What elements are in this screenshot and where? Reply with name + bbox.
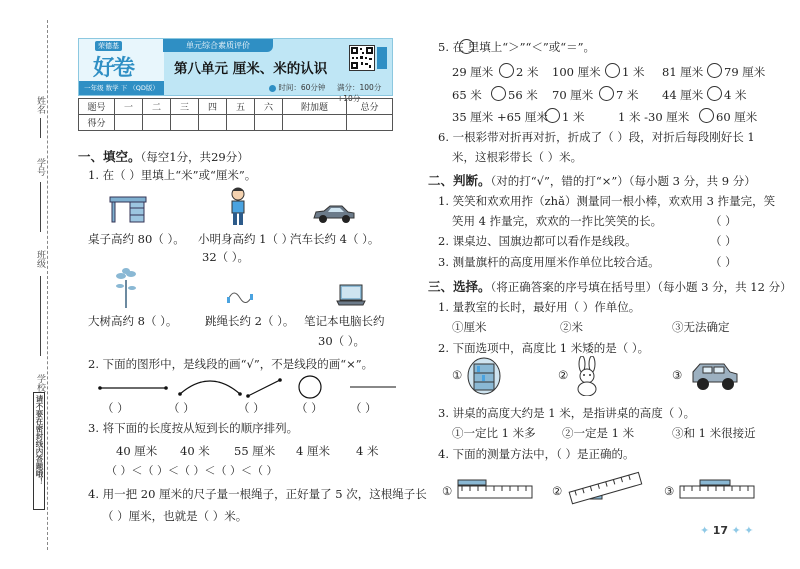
choice-4-option[interactable]: ③ <box>664 484 675 498</box>
car-icon <box>312 204 356 228</box>
choice-4-option[interactable]: ② <box>552 484 563 498</box>
section-3-title <box>428 277 792 295</box>
q5-right: 79 厘米 <box>724 65 766 79</box>
class-line <box>40 276 41 356</box>
section-3-sub: （将正确答案的序号填在括号里）（每小题 3 分，共 12 分） <box>490 280 792 294</box>
score-label: 满分：100分+10分 <box>337 83 382 103</box>
score-header-cell: 三 <box>171 99 199 115</box>
rabbit-icon <box>572 356 602 400</box>
judge-3-blank[interactable]: （ ） <box>710 255 737 269</box>
seal-line <box>47 20 48 550</box>
q2-blank-5[interactable]: （ ） <box>350 401 377 415</box>
section-3-heading: 三、选择。 <box>428 279 491 294</box>
q1-item-car: 汽车长约 4（ ）。 <box>290 232 380 246</box>
judge-1-line2: 笑用 4 拃量完，欢欢的一拃比笑笑的长。 <box>452 214 663 228</box>
section-2-heading: 二、判断。 <box>428 173 491 188</box>
eval-tag: 单元综合素质评价 <box>163 39 273 52</box>
q1-stem: 1. 在（ ）里填上“米”或“厘米”。 <box>88 168 257 182</box>
warning-text: 请不要在密封线内答题哦！ <box>35 395 44 485</box>
circle-figure <box>299 376 321 398</box>
qr-code-icon <box>349 45 375 71</box>
choice-2-option[interactable]: ① <box>452 368 463 382</box>
choice-2-option[interactable]: ③ <box>672 368 683 382</box>
clock-icon <box>269 85 276 92</box>
q2-blank-4[interactable]: （ ） <box>296 401 323 415</box>
q5-right: 56 米 <box>508 88 538 102</box>
q5-left: 65 米 <box>452 88 482 102</box>
score-header-cell: 四 <box>199 99 227 115</box>
choice-4-option[interactable]: ① <box>442 484 453 498</box>
time-label <box>269 82 325 93</box>
score-header-cell: 五 <box>227 99 255 115</box>
boy-icon <box>228 187 248 231</box>
q5-left: 1 米 -30 厘米 <box>618 110 690 124</box>
judge-1-blank[interactable]: （ ） <box>710 214 737 228</box>
judge-2: 2. 课桌边、国旗边都可以看作是线段。 <box>438 234 637 248</box>
q2-stem: 2. 下面的图形中，是线段的画“√”，不是线段的画“×”。 <box>88 357 374 371</box>
choice-1-stem: 1. 量教室的长时，最好用（ ）作单位。 <box>438 300 641 314</box>
q5-left: 35 厘米 +65 厘米 <box>452 110 548 124</box>
page-number-area <box>700 524 753 537</box>
time-text: 时间：60分钟 <box>278 83 326 92</box>
offset-ruler-icon <box>678 476 756 506</box>
score-cell[interactable] <box>115 115 143 131</box>
q5-circle[interactable] <box>699 108 714 123</box>
warning-box <box>33 392 45 510</box>
q2-blank-1[interactable]: （ ） <box>102 401 129 415</box>
q5-example-circle <box>459 39 474 54</box>
q5-circle[interactable] <box>707 86 722 101</box>
q5-circle[interactable] <box>545 108 560 123</box>
q5-circle[interactable] <box>499 63 514 78</box>
score-header-row <box>79 99 393 115</box>
q5-left: 29 厘米 <box>452 65 494 79</box>
number-line <box>40 182 41 232</box>
segment-figure <box>98 386 168 390</box>
q3-stem: 3. 将下面的长度按从短到长的顺序排列。 <box>88 421 299 435</box>
q2-blank-3[interactable]: （ ） <box>238 401 265 415</box>
page-number: 17 <box>712 524 729 537</box>
brand-small: 荣德基 <box>95 41 122 51</box>
section-1-title <box>78 147 249 165</box>
q5-right: 1 米 <box>562 110 585 124</box>
q1-item-desk: 桌子高约 80（ ）。 <box>88 232 185 246</box>
score-cell[interactable] <box>346 115 392 131</box>
q5-circle[interactable] <box>605 63 620 78</box>
ruler-measure-icon <box>456 476 534 506</box>
q5-right: 7 米 <box>616 88 639 102</box>
score-header-cell: 六 <box>255 99 283 115</box>
section-1-heading: 一、填空。 <box>78 149 141 164</box>
section-2-title <box>428 171 756 189</box>
q6-line2: 米，这根彩带长（ ）米。 <box>452 150 583 164</box>
q3-value: 40 米 <box>180 444 210 458</box>
choice-4-stem: 4. 下面的测量方法中，（ ）是正确的。 <box>438 447 635 461</box>
q5-left: 44 厘米 <box>662 88 704 102</box>
score-header-cell: 题号 <box>79 99 115 115</box>
arc-figure <box>178 381 242 396</box>
name-label: 姓名 <box>35 96 45 114</box>
q5-left: 70 厘米 <box>552 88 594 102</box>
judge-3: 3. 测量旗杆的高度用厘米作单位比较合适。 <box>438 255 660 269</box>
q5-right: 1 米 <box>622 65 645 79</box>
class-label: 班级 <box>35 250 45 268</box>
choice-1-option[interactable]: ②米 <box>560 320 583 334</box>
q5-right: 4 米 <box>724 88 747 102</box>
q3-value: 40 厘米 <box>116 444 158 458</box>
q1-item-rope: 跳绳长约 2（ ）。 <box>205 314 295 328</box>
unit-title: 第八单元 厘米、米的认识 <box>174 61 328 77</box>
tree-icon <box>115 268 137 312</box>
header-banner <box>78 38 393 103</box>
q1-item-laptop: 笔记本电脑长约 <box>304 314 385 328</box>
q5-circle[interactable] <box>707 63 722 78</box>
section-1-sub: （每空1分，共29分） <box>140 150 249 164</box>
brand-logo: 好卷 <box>93 56 134 81</box>
q5-circle[interactable] <box>599 86 614 101</box>
desk-icon <box>108 193 148 227</box>
score-cell[interactable] <box>255 115 283 131</box>
q2-blank-2[interactable]: （ ） <box>168 401 195 415</box>
laptop-icon <box>336 283 366 311</box>
school-label: 学校 <box>35 374 45 392</box>
jump-rope-icon <box>226 288 254 312</box>
name-line <box>40 118 41 138</box>
q3-blanks[interactable]: （ ）＜（ ）＜（ ）＜（ ）＜（ ） <box>106 464 278 477</box>
q5-left: 81 厘米 <box>662 65 704 79</box>
q6-line1: 6. 一根彩带对折再对折，折成了（ ）段，对折后每段刚好长 1 <box>438 130 755 144</box>
score-cell[interactable] <box>227 115 255 131</box>
ray-figure <box>246 378 282 398</box>
bookshelf-icon <box>466 356 502 400</box>
q5-right: 2 米 <box>516 65 539 79</box>
choice-1-option[interactable]: ③无法确定 <box>672 320 730 334</box>
judge-1-line1: 1. 笑笑和欢欢用拃（zhǎ）测量同一根小棒，欢欢用 3 拃量完，笑 <box>438 194 776 208</box>
qr-tag-icon <box>377 47 387 69</box>
choice-3-stem: 3. 讲桌的高度大约是 1 米，是指讲桌的高度（ ）。 <box>438 406 696 420</box>
q3-value: 4 厘米 <box>296 444 330 458</box>
choice-1-option[interactable]: ①厘米 <box>452 320 487 334</box>
q4-line2: （ ）厘米，也就是（ ）米。 <box>102 509 248 523</box>
star-icon: ✦ ✦ <box>728 524 754 537</box>
score-cell[interactable] <box>283 115 347 131</box>
q5-left: 100 厘米 <box>552 65 601 79</box>
score-header-cell: 一 <box>115 99 143 115</box>
choice-3-option[interactable]: ②一定是 1 米 <box>562 426 635 440</box>
score-cell[interactable] <box>143 115 171 131</box>
score-cell[interactable] <box>199 115 227 131</box>
jeep-icon <box>690 358 740 396</box>
q1-item-height-cm: 32（ ）。 <box>202 250 250 264</box>
choice-2-option[interactable]: ② <box>558 368 569 382</box>
choice-3-option[interactable]: ③和 1 米很接近 <box>672 426 756 440</box>
score-header-cell: 总分 <box>346 99 392 115</box>
number-label: 学号 <box>35 158 45 176</box>
tilted-ruler-icon <box>566 470 646 514</box>
q5-right: 60 厘米 <box>716 110 758 124</box>
q3-value: 4 米 <box>356 444 379 458</box>
q1-item-tree: 大树高约 8（ ）。 <box>88 314 178 328</box>
q4-line1: 4. 用一把 20 厘米的尺子量一根绳子，正好量了 5 次，这根绳子长 <box>88 487 427 501</box>
star-icon: ✦ <box>700 524 713 537</box>
q3-value: 55 厘米 <box>234 444 276 458</box>
grade-label: 一年级 数学 下 （QD版） <box>79 81 164 95</box>
score-table <box>78 98 393 131</box>
q5-circle[interactable] <box>491 86 506 101</box>
q1-item-height: 小明身高约 1（ ） <box>198 232 294 246</box>
choice-3-option[interactable]: ①一定比 1 米多 <box>452 426 536 440</box>
choice-2-stem: 2. 下面选项中，高度比 1 米矮的是（ ）。 <box>438 341 650 355</box>
score-row-label: 得分 <box>79 115 115 131</box>
score-cell[interactable] <box>171 115 199 131</box>
score-row <box>79 115 393 131</box>
score-header-cell: 二 <box>143 99 171 115</box>
judge-2-blank[interactable]: （ ） <box>710 234 737 248</box>
q5-stem: 5. 在 里填上“＞”“＜”或“＝”。 <box>438 40 596 54</box>
score-header-cell: 附加题 <box>283 99 347 115</box>
q1-item-laptop-cm: 30（ ）。 <box>318 334 366 348</box>
section-2-sub: （对的打“√”，错的打“×”）（每小题 3 分，共 9 分） <box>490 174 756 188</box>
